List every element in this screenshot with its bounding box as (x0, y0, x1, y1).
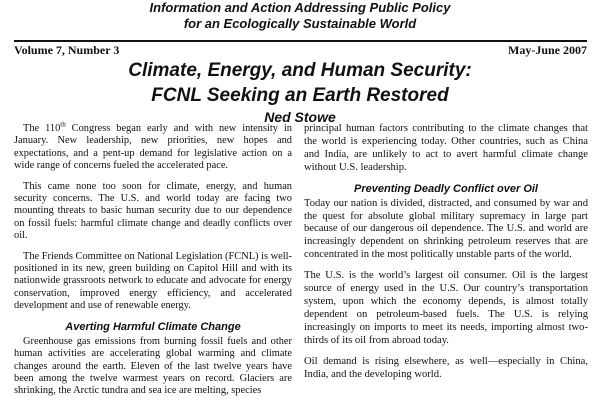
article-title-line-1: Climate, Energy, and Human Security: (128, 60, 472, 81)
masthead (0, 0, 600, 32)
paragraph: The U.S. is the world’s largest oil consumer. Oil is the largest source of energy used in the U.S. Our country’s transportation system, upon which the economy depends, is almost totally dependent on petroleum-based fuels. The U.S. is relying increasingly on imports to meet its needs, importing almost two-thirds of its oil from abroad today. (304, 270, 588, 346)
subheading: Averting Harmful Climate Change (65, 320, 241, 333)
paragraph: Greenhouse gas emissions from burning fossil fuels and other human activities are accelerating global warming and climate changes around the earth. Eleven of the last twelve years have been among the twelve warmest years on record. Glaciers are shrinking, the Arctic tundra and sea ice are melting, species (14, 335, 292, 397)
subheading: Preventing Deadly Conflict over Oil (354, 182, 538, 195)
masthead-line-2: for an Ecologically Sustainable World (183, 16, 417, 31)
paragraph-text: Congress began early and with new intensity in January. New leadership, new priorities, new hopes and expectations, and a pent-up demand for legislative action on a wide range of concerns fueled the accelerated pace. (14, 123, 292, 172)
issue-volume: Volume 7, Number 3 (14, 43, 120, 57)
masthead-line-1: Information and Action Addressing Public Policy (149, 0, 451, 15)
paragraph: This came none too soon for climate, energy, and human security concerns. The U.S. and world today are facing two mounting threats to basic human security due to our dependence on fossil fuels: harmful climate change and deadly conflicts over oil. (14, 180, 292, 242)
paragraph: Oil demand is rising elsewhere, as well—especially in China, India, and the developing world. (304, 355, 588, 380)
issue-date: May-June 2007 (508, 43, 587, 57)
superscript: th (60, 120, 66, 129)
issue-bar (14, 40, 587, 57)
paragraph: principal human factors contributing to the climate changes that the world is experiencing today. Other countries, such as China and India, are unlikely to act to avert harmful climate change without U.S. leadership. (304, 123, 588, 173)
left-column (14, 120, 292, 406)
paragraph (14, 120, 292, 173)
article-title-line-2: FCNL Seeking an Earth Restored (151, 85, 449, 106)
right-column (304, 123, 588, 389)
paragraph: The Friends Committee on National Legislation (FCNL) is well-positioned in its new, green building on Capitol Hill and with its nationwide grassroots network to educate and advocate for energy conservation, improved energy efficiency, and accelerated development and use of renewable energy. (14, 250, 292, 312)
paragraph: Today our nation is divided, distracted, and consumed by war and the quest for absolute global military supremacy in large part because of our dangerous oil dependence. The U.S. and world are increasingly dependent on shrinking petroleum reserves that are concentrated in the most politically unstable parts of the world. (304, 197, 588, 261)
article-author: Ned Stowe (264, 109, 336, 125)
paragraph-text: The 110 (23, 123, 61, 134)
